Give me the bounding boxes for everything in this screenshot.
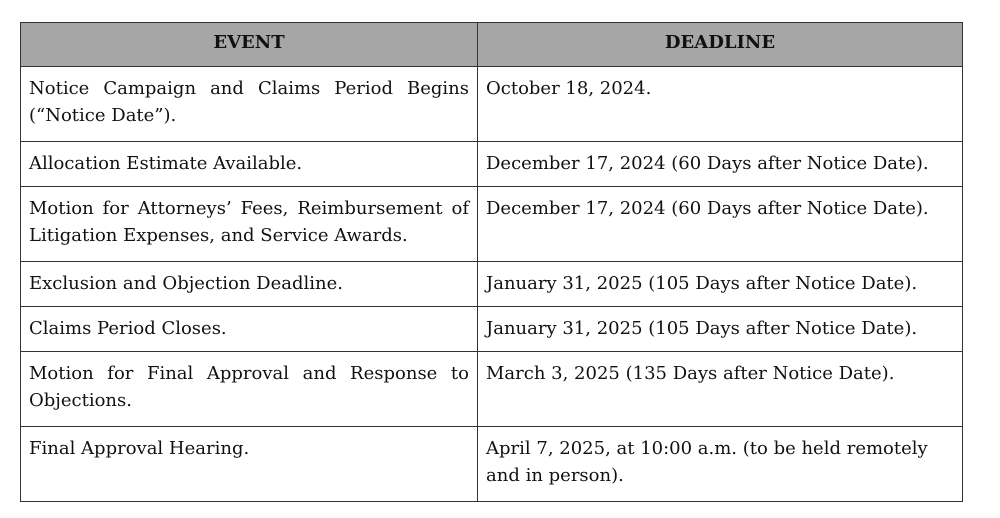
deadline-cell: December 17, 2024 (60 Days after Notice Date).	[478, 187, 963, 262]
event-cell: Exclusion and Objection Deadline.	[21, 262, 478, 307]
event-cell: Notice Campaign and Claims Period Begins (“Notice Date”).	[21, 67, 478, 142]
column-header-deadline: DEADLINE	[478, 23, 963, 67]
table-row	[21, 187, 963, 262]
deadline-cell: January 31, 2025 (105 Days after Notice Date).	[478, 262, 963, 307]
deadline-cell: December 17, 2024 (60 Days after Notice Date).	[478, 142, 963, 187]
deadlines-table	[20, 22, 963, 502]
table-row	[21, 262, 963, 307]
event-cell: Motion for Final Approval and Response to Objections.	[21, 352, 478, 427]
table-header-row	[21, 23, 963, 67]
deadline-cell: October 18, 2024.	[478, 67, 963, 142]
table-row	[21, 307, 963, 352]
deadline-cell: January 31, 2025 (105 Days after Notice Date).	[478, 307, 963, 352]
event-cell: Allocation Estimate Available.	[21, 142, 478, 187]
event-cell: Final Approval Hearing.	[21, 427, 478, 502]
column-header-event: EVENT	[21, 23, 478, 67]
table-row	[21, 427, 963, 502]
table-row	[21, 67, 963, 142]
deadline-cell: April 7, 2025, at 10:00 a.m. (to be held remotely and in person).	[478, 427, 963, 502]
deadline-cell: March 3, 2025 (135 Days after Notice Date).	[478, 352, 963, 427]
table-row	[21, 142, 963, 187]
table-row	[21, 352, 963, 427]
event-cell: Motion for Attorneys’ Fees, Reimbursement of Litigation Expenses, and Service Awards.	[21, 187, 478, 262]
event-cell: Claims Period Closes.	[21, 307, 478, 352]
